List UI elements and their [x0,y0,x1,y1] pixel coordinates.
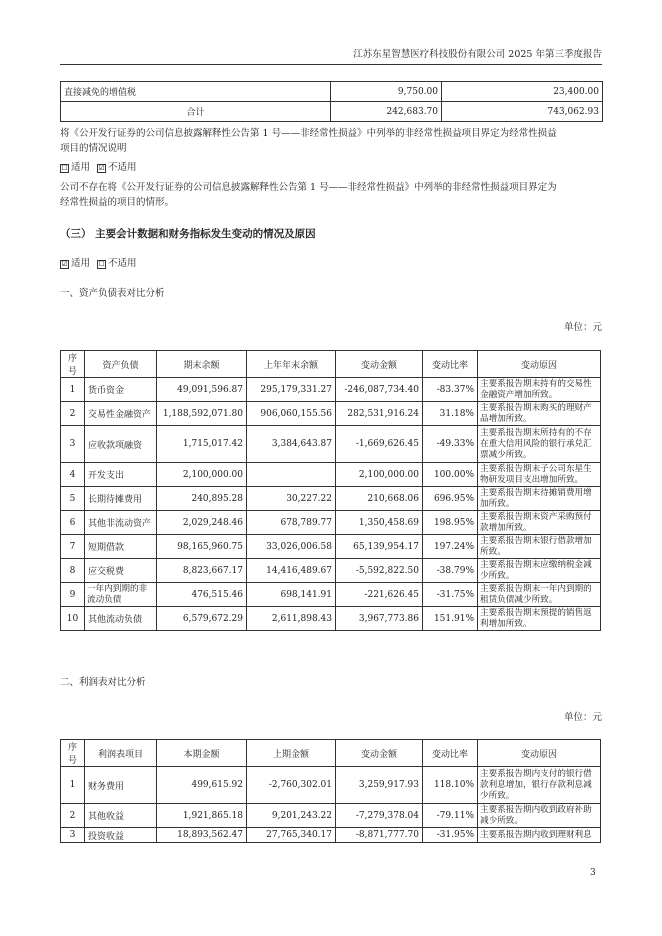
table-row [61,82,603,102]
header-divider [60,64,602,65]
table-row: 10 其他流动负债 6,579,672.29 2,611,898.43 3,967,773.86 151.91% 主要系报告期末预提的销售返利增加所致。 [61,607,601,631]
table-row: 4 开发支出 2,100,000.00 2,100,000.00 100.00% 主要系报告期末子公司东星生物研发项目支出增加所致。 [61,463,601,487]
applicability-checkbox-group-1: ☐ 适用 ☑ 不适用 [61,162,137,173]
table-row: 9 一年内到期的非流动负债 476,515.46 698,141.91 -221,626.45 -31.75% 主要系报告期末一年内到期的租赁负债减少所致。 [61,583,601,607]
table-row: 1 财务费用 499,615.92 -2,760,302.01 3,259,917.93 118.10% 主要系报告期内支付的银行借款利息增加，银行存款利息减少所致。 [61,767,601,804]
checkbox-unchecked-icon: ☐ [98,260,105,268]
table-row: 2 交易性金融资产 1,188,592,071.80 906,060,155.56 282,531,916.24 31.18% 主要系报告期末购买的理财产品增加所致。 [61,402,601,426]
col-header: 上期金额 [247,740,336,767]
col-header: 变动比率 [423,351,478,378]
table-row: 6 其他非流动资产 2,029,248.46 678,789.77 1,350,458.69 198.95% 主要系报告期末资产采购预付款增加所致。 [61,511,601,535]
applicability-checkbox-group-2: ☑ 适用 ☐ 不适用 [61,258,137,269]
income-statement-subtitle: 二、利润表对比分析 [60,677,146,688]
col-header: 变动原因 [478,351,601,378]
balance-sheet-subtitle: 一、资产负债表对比分析 [60,288,165,299]
col-header: 序号 [61,740,85,767]
table-row: 7 短期借款 98,165,960.75 33,026,006.58 65,139,954.17 197.24% 主要系报告期末银行借款增加所致。 [61,535,601,559]
table-header-row [61,351,601,378]
income-unit-label: 单位：元 [563,712,602,723]
non-recurring-table [60,81,603,122]
table-row: 2 其他收益 1,921,865.18 9,201,243.22 -7,279,378.04 -79.11% 主要系报告期内收到政府补助减少所致。 [61,804,601,828]
income-statement-table [60,739,601,843]
section-title: （三） 主要会计数据和财务指标发生变动的情况及原因 [60,228,316,240]
row-label: 合计 [61,102,331,122]
balance-unit-label: 单位：元 [563,322,602,333]
col-header: 变动比率 [423,740,478,767]
current-value: 9,750.00 [331,82,442,102]
reclass-statement: 公司不存在将《公开发行证券的公司信息披露解释性公告第 1 号——非经常性损益》中列举的非经常性损益项目界定为 经常性损益的项目的情形。 [60,182,557,208]
col-header: 变动金额 [336,351,423,378]
col-header: 利润表项目 [85,740,157,767]
checkbox-checked-icon: ☑ [98,164,105,172]
ytd-value: 743,062.93 [442,102,603,122]
table-header-row [61,740,601,767]
row-label: 直接减免的增值税 [61,82,331,102]
current-value: 242,683.70 [331,102,442,122]
col-header: 序号 [61,351,85,378]
page-number: 3 [590,868,596,878]
col-header: 本期金额 [157,740,247,767]
balance-sheet-table [60,350,601,631]
table-row: 5 长期待摊费用 240,895.28 30,227.22 210,668.06 696.95% 主要系报告期末待摊销费用增加所致。 [61,487,601,511]
table-row: 3 应收款项融资 1,715,017.42 3,384,643.87 -1,669,626.45 -49.33% 主要系报告期末所持有的不存在重大信用风险的银行承兑汇票减少所致。 [61,426,601,463]
checkbox-checked-icon: ☑ [61,260,68,268]
table-row: 1 货币资金 49,091,596.87 295,179,331.27 -246,087,734.40 -83.37% 主要系报告期末持有的交易性金融资产增加所致。 [61,378,601,402]
ytd-value: 23,400.00 [442,82,603,102]
col-header: 上年年末余额 [247,351,336,378]
table-row: 3 投资收益 18,893,562.47 27,765,340.17 -8,871,777.70 -31.95% 主要系报告期内收到理财利息 [61,828,601,843]
table-row: 8 应交税费 8,823,667.17 14,416,489.67 -5,592,822.50 -38.79% 主要系报告期末应缴纳税金减少所致。 [61,559,601,583]
col-header: 变动金额 [336,740,423,767]
reclass-explanation-heading: 将《公开发行证券的公司信息披露解释性公告第 1 号——非经常性损益》中列举的非经常性损益项目界定为经常性损益 项目的情况说明 [60,128,557,154]
report-header-title: 江苏东星智慧医疗科技股份有限公司 2025 年第三季度报告 [353,49,602,60]
table-row-total [61,102,603,122]
col-header: 变动原因 [478,740,601,767]
col-header: 资产负债 [85,351,157,378]
col-header: 期末余额 [157,351,247,378]
checkbox-unchecked-icon: ☐ [61,164,68,172]
